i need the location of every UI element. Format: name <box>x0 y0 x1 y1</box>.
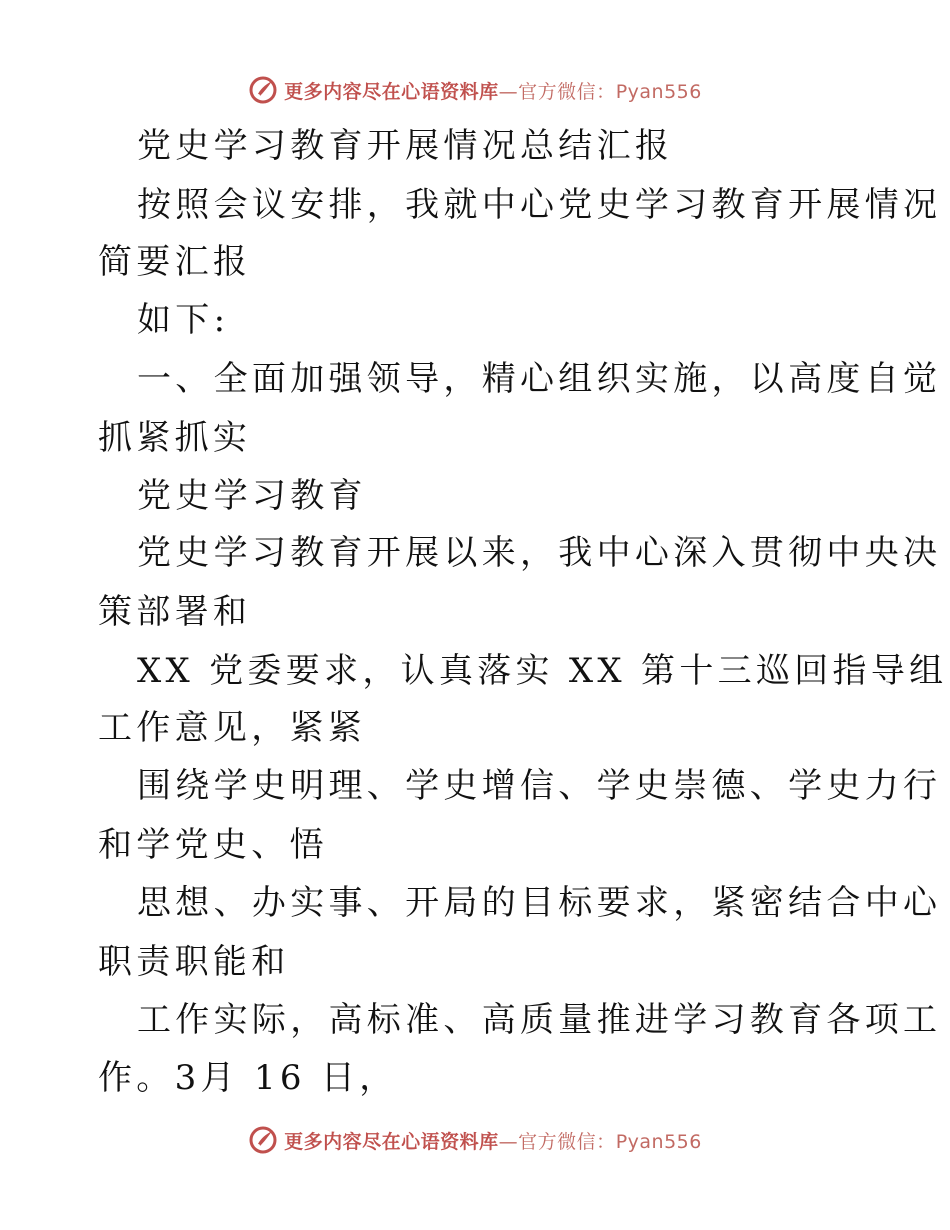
paragraph-line: 作。3月 16 日， <box>98 1058 398 1098</box>
section-heading-line: 抓紧抓实 <box>98 418 252 458</box>
quill-swirl-icon <box>248 75 278 105</box>
watermark-wechat-label: 官方微信： <box>518 1130 616 1153</box>
paragraph-line: 职责职能和 <box>98 942 290 982</box>
paragraph-line: 简要汇报 <box>98 242 252 282</box>
document-title: 党史学习教育开展情况总结汇报 <box>137 126 674 166</box>
paragraph-line: 工作实际，高标准、高质量推进学习教育各项工 <box>137 1000 942 1040</box>
paragraph-line: 党史学习教育开展以来，我中心深入贯彻中央决 <box>137 533 942 573</box>
watermark-wechat-id: Pyan556 <box>615 1130 702 1153</box>
footer-watermark <box>0 1120 950 1160</box>
watermark-wechat-label: 官方微信： <box>518 80 616 103</box>
paragraph-line: 工作意见，紧紧 <box>98 708 367 748</box>
paragraph-line: 和学党史、悟 <box>98 825 328 865</box>
watermark-brand: 更多内容尽在心语资料库 <box>284 1130 499 1153</box>
paragraph-line: 策部署和 <box>98 592 252 632</box>
header-watermark <box>0 70 950 110</box>
paragraph-line: XX 党委要求，认真落实 XX 第十三巡回指导组 <box>137 651 948 691</box>
paragraph-line: 思想、办实事、开局的目标要求，紧密结合中心 <box>137 883 942 923</box>
watermark-text <box>284 77 702 104</box>
paragraph-line: 围绕学史明理、学史增信、学史崇德、学史力行 <box>137 766 942 806</box>
watermark-wechat-id: Pyan556 <box>615 80 702 103</box>
quill-swirl-icon <box>248 1125 278 1155</box>
paragraph-line: 如下: <box>137 300 230 340</box>
watermark-dash: — <box>498 80 519 103</box>
section-heading-line: 一、全面加强领导，精心组织实施，以高度自觉 <box>137 359 942 399</box>
watermark-dash: — <box>498 1130 519 1153</box>
watermark-brand: 更多内容尽在心语资料库 <box>284 80 499 103</box>
section-heading-line: 党史学习教育 <box>137 476 367 516</box>
watermark-text <box>284 1127 702 1154</box>
paragraph-line: 按照会议安排，我就中心党史学习教育开展情况 <box>137 185 942 225</box>
